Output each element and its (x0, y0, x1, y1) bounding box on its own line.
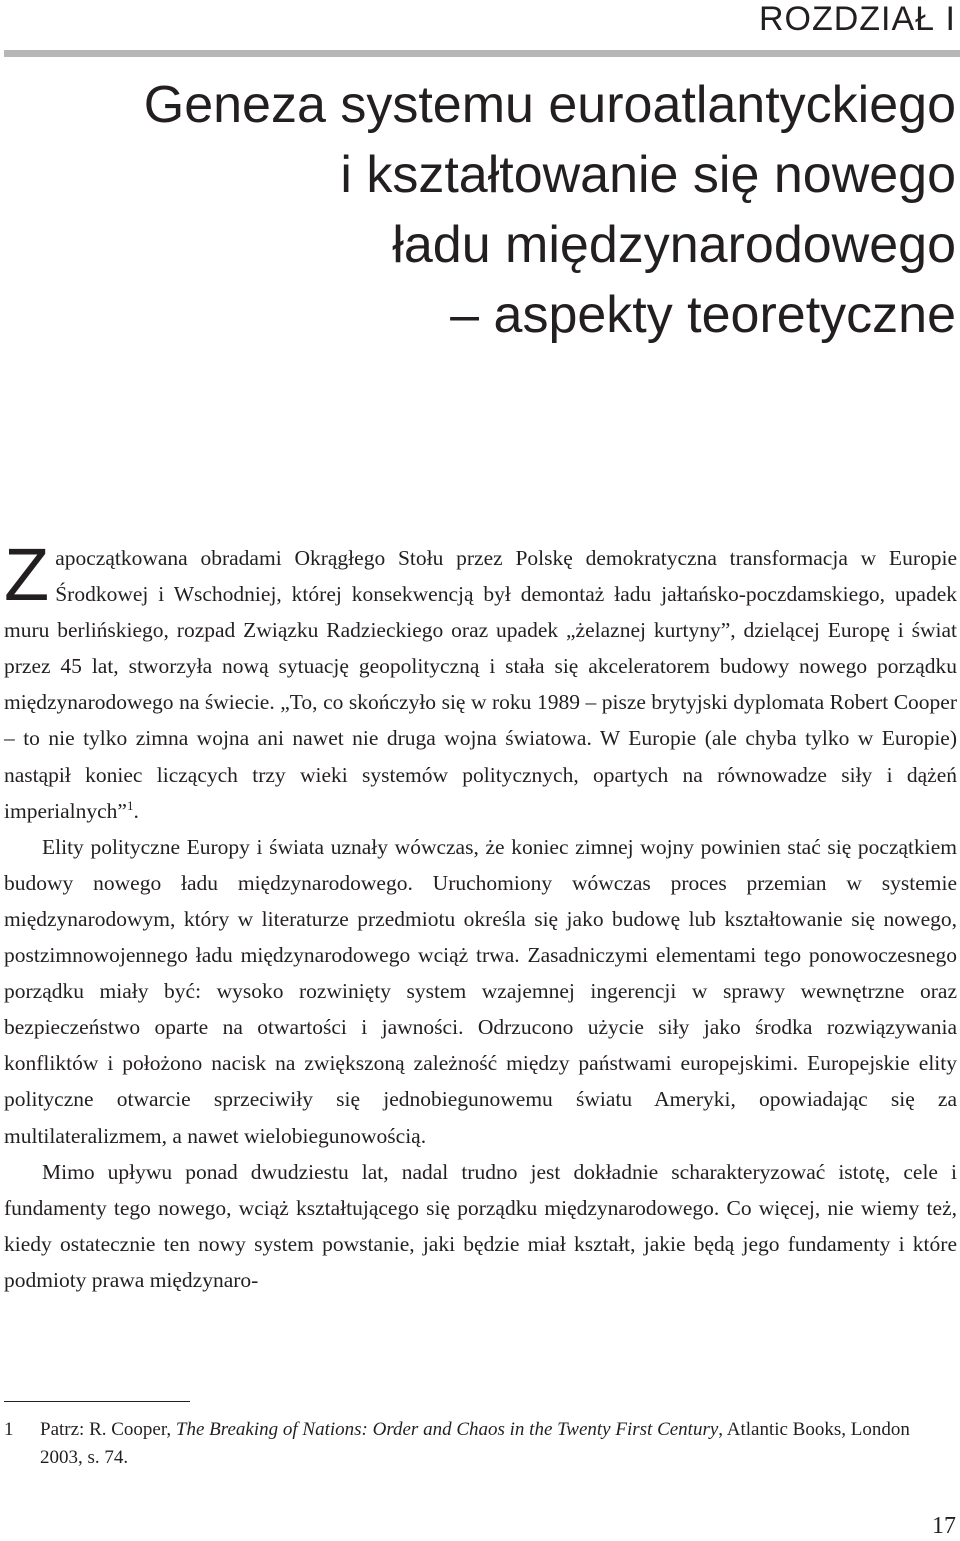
chapter-title (56, 70, 956, 350)
header-rule (4, 50, 960, 57)
page-number: 17 (932, 1513, 956, 1539)
paragraph (4, 533, 957, 829)
paragraph-text: apoczątkowana obradami Okrągłego Stołu przez Polskę demokratyczna transformacja w Europie Środkowej i Wschodniej, której konsekwencją był demontaż ładu jałtańsko-poczdamskiego, upadek muru berlińskiego, rozpad Związku Radzieckiego oraz upadek „żelaznej kurtyny”, dzielącej Europę i świat przez 45 lat, stworzyła nową sytuację geopolityczną i stała się akceleratorem budowy nowego porządku międzynarodowego na świecie. „To, co skończyło się w roku 1989 – pisze brytyjski dyplomata Robert Cooper – to nie tylko zimna wojna ani nawet nie druga wojna światowa. W Europie (ale chyba tylko w Europie) nastąpił koniec liczących trzy wieki systemów politycznych, opartych na równowadze siły i dążeń imperialnych” (4, 546, 957, 823)
footnote-body (40, 1416, 957, 1472)
paragraph (4, 1154, 957, 1298)
chapter-title-line: – aspekty teoretyczne (450, 286, 956, 344)
paragraph-text-end: . (133, 798, 139, 823)
chapter-title-line: Geneza systemu euroatlantyckiego (143, 76, 956, 134)
footnote-reference[interactable]: 1 (126, 797, 134, 813)
footnote (4, 1416, 957, 1472)
chapter-label: ROZDZIAŁ I (758, 0, 956, 38)
body-text (4, 533, 957, 1298)
footnote-prefix: Patrz: R. Cooper, (40, 1419, 176, 1440)
paragraph-text: Elity polityczne Europy i świata uznały wówczas, że koniec zimnej wojny powinien stać się początkiem budowy nowego ładu międzynarodowego. Uruchomiony wówczas proces przemian w systemie międzynarodowym, który w literaturze przedmiotu określa się jako budowę lub kształtowanie się nowego, postzimnowojennego ładu międzynarodowego wciąż trwa. Zasadniczymi elementami tego ponowoczesnego porządku miały być: wysoko rozwinięty system wzajemnej ingerencji w sprawy wewnętrzne oraz bezpieczeństwo oparte na otwartości i jawności. Odrzucono użycie siły jako środka rozwiązywania konfliktów i położono nacisk na zwiększoną zależność między państwami europejskimi. Europejskie elity polityczne otwarcie sprzeciwiły się jednobiegunowemu światu Ameryki, opowiadając się za multilateralizmem, a nawet wielobiegunowością. (4, 834, 957, 1148)
footnote-separator (4, 1401, 190, 1402)
chapter-title-line: i kształtowanie się nowego (340, 146, 956, 204)
footnote-cited-title: The Breaking of Nations: Order and Chaos in the Twenty First Century (175, 1419, 719, 1440)
drop-cap: Z (4, 533, 50, 616)
paragraph-text: Mimo upływu ponad dwudziestu lat, nadal trudno jest dokładnie scharakteryzować istotę, cele i fundamenty tego nowego, wciąż kształtującego się porządku międzynarodowego. Co więcej, nie wiemy też, kiedy ostatecznie ten nowy system powstanie, jaki będzie miał kształt, jakie będą jego fundamenty i które podmioty prawa międzynaro- (4, 1159, 957, 1292)
footnote-number: 1 (4, 1419, 14, 1440)
paragraph (4, 829, 957, 1154)
footnote-suffix: , Atlantic Books, London 2003, s. 74. (40, 1419, 910, 1468)
chapter-title-line: ładu międzynarodowego (392, 216, 956, 274)
